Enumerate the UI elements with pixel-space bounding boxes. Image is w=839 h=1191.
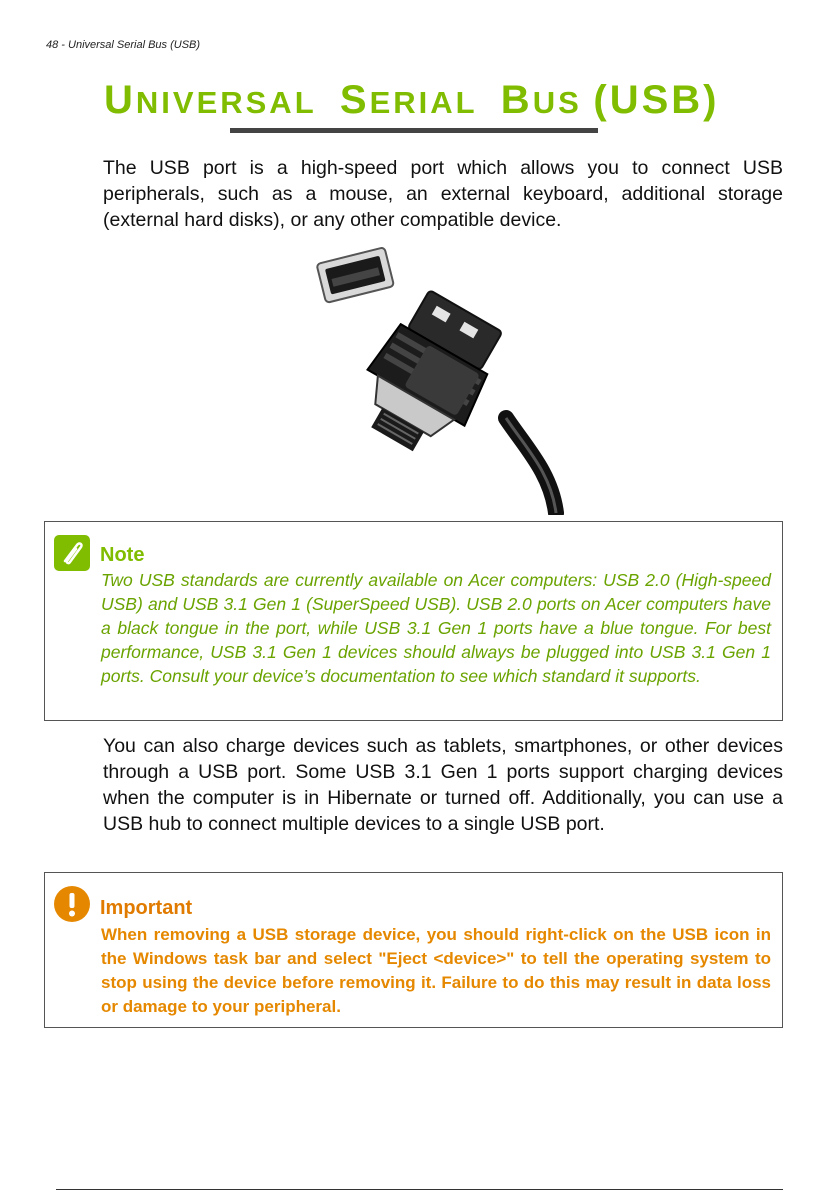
title-suffix: (USB) [593,78,720,122]
title-rest-universal: NIVERSAL [135,85,317,120]
usb-port-shape [316,247,394,303]
running-head: 48 - Universal Serial Bus (USB) [46,39,201,51]
usb-cable [506,418,556,513]
title-rest-serial: ERIAL [369,85,478,120]
paperclip-icon [54,535,90,576]
footer-rule [56,1189,783,1190]
title-underline [230,128,598,133]
important-text: When removing a USB storage device, you should right-click on the USB icon in the Windows task bar and select "Eject <device>" to tell the operating system to stop using the device before removing it. Failure to do this may result in data loss or damage to your peripheral. [101,925,771,1016]
usb-plug [344,283,515,467]
title-initial-s: S [339,78,370,122]
title-initial-b: B [500,78,533,122]
intro-paragraph: The USB port is a high-speed port which allows you to connect USB peripherals, such as a mouse, an external keyboard, additional storage (external hard disks), or any other compatible device. [103,157,783,231]
important-heading: Important [100,897,193,919]
charging-paragraph: You can also charge devices such as tablets, smartphones, or other devices through a USB port. Some USB 3.1 Gen 1 ports support charging devices when the computer is in Hibernate or turned off. Additionally, you can use a USB hub to connect multiple devices to a single USB port. [103,735,783,835]
exclamation-icon [54,886,90,927]
important-box [44,872,783,1028]
note-text: Two USB standards are currently available on Acer computers: USB 2.0 (High-speed USB) and USB 3.1 Gen 1 (SuperSpeed USB). USB 2.0 ports on Acer computers have a black tongue in the port, while USB 3.1 Gen 1 ports have a blue tongue. For best performance, USB 3.1 Gen 1 devices should always be plugged into USB 3.1 Gen 1 ports. Consult your device’s documentation to see which standard it supports. [101,570,771,686]
section-title [104,78,719,123]
title-initial-u: U [104,78,136,122]
usb-connector-illustration [316,243,576,520]
title-rest-bus: US [532,85,582,120]
note-box [44,521,783,721]
note-heading: Note [100,544,145,566]
